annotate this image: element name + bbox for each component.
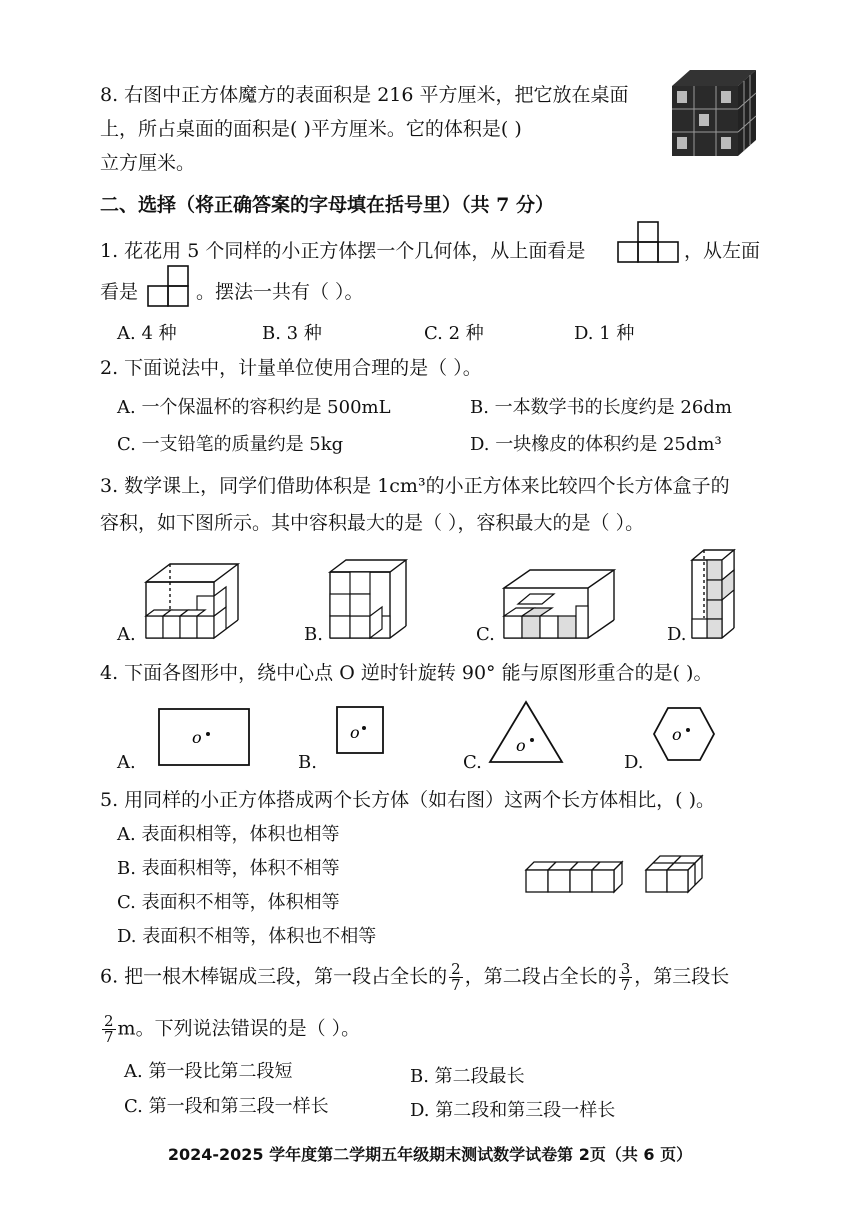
c6-line1c: ，第三段长 (634, 965, 730, 988)
section2-title: 二、选择（将正确答案的字母填在括号里）（共 7 分） (100, 194, 554, 216)
rubik-cube-image (668, 68, 758, 158)
c3-line1: 3. 数学课上，同学们借助体积是 1cm³的小正方体来比较四个长方体盒子的 (100, 475, 730, 497)
c6-line1 (100, 962, 729, 993)
c1-option-c: C. 2 种 (424, 323, 484, 344)
center-label-a: o (192, 728, 202, 747)
box-a-figure (140, 560, 240, 642)
c3-label-a: A. (117, 624, 136, 645)
c6-option-d: D. 第二段和第三段一样长 (410, 1100, 616, 1121)
triangle-figure (488, 700, 564, 764)
box-d-figure (688, 548, 736, 642)
c5-option-c: C. 表面积不相等，体积相等 (117, 892, 340, 913)
box-c-figure (498, 566, 618, 642)
center-label-c: o (516, 736, 526, 755)
c6-line2 (100, 1014, 360, 1045)
c1-line1b: ，从左面 (684, 240, 761, 262)
center-label-b: o (350, 723, 360, 742)
c2-option-c: C. 一支铅笔的质量约是 5kg (117, 434, 344, 455)
box-b-figure (326, 556, 410, 642)
c4-label-d: D. (624, 752, 644, 773)
c6-line2-text: m。下列说法错误的是（ ）。 (117, 1017, 361, 1040)
fraction-2-7-length: $\frac{2}{7}$ (104, 1012, 114, 1046)
c6-line1b: ，第二段占全长的 (464, 965, 617, 988)
c3-label-c: C. (476, 624, 495, 645)
c6-option-b: B. 第二段最长 (410, 1066, 525, 1087)
hexagon-figure (652, 706, 716, 762)
c2-option-d: D. 一块橡皮的体积约是 25dm³ (470, 434, 722, 455)
cuboid-row-figure (524, 860, 626, 894)
q8-line2: 上，所占桌面的面积是( )平方厘米。它的体积是( ) (100, 118, 522, 140)
c1-line1a: 1. 花花用 5 个同样的小正方体摆一个几何体，从上面看是 (100, 240, 586, 262)
c5-stem: 5. 用同样的小正方体搭成两个长方体（如右图）这两个长方体相比，( )。 (100, 789, 716, 811)
fraction-2-7: $\frac{2}{7}$ (451, 960, 461, 994)
c4-label-c: C. (463, 752, 482, 773)
cuboid-block-figure (644, 854, 704, 894)
q8-line3: 立方厘米。 (100, 152, 196, 174)
fraction-3-7: $\frac{3}{7}$ (620, 960, 631, 994)
c6-option-c: C. 第一段和第三段一样长 (124, 1096, 329, 1117)
c2-option-a: A. 一个保温杯的容积约是 500mL (117, 397, 391, 418)
rectangle-figure (158, 708, 250, 766)
c1-option-a: A. 4 种 (117, 323, 177, 344)
c5-option-a: A. 表面积相等，体积也相等 (117, 824, 340, 845)
center-label-d: o (672, 725, 682, 744)
q8-line1: 8. 右图中正方体魔方的表面积是 216 平方厘米，把它放在桌面 (100, 84, 629, 106)
c5-option-b: B. 表面积相等，体积不相等 (117, 858, 340, 879)
c2-stem: 2. 下面说法中，计量单位使用合理的是（ ）。 (100, 357, 482, 379)
page-footer: 2024-2025 学年度第二学期五年级期末测试数学试卷第 2页（共 6 页） (167, 1145, 693, 1164)
c3-label-b: B. (304, 624, 323, 645)
c1-option-d: D. 1 种 (574, 323, 635, 344)
c1-line2a: 看是 (100, 281, 139, 303)
c3-label-d: D. (667, 624, 687, 645)
c1-line2b: 。摆法一共有（ ）。 (196, 281, 364, 303)
square-figure (336, 706, 384, 754)
c5-option-d: D. 表面积不相等，体积也不相等 (117, 926, 377, 947)
c4-label-a: A. (117, 752, 136, 773)
c6-option-a: A. 第一段比第二段短 (124, 1061, 293, 1082)
top-view-figure (616, 220, 680, 264)
c1-option-b: B. 3 种 (262, 323, 322, 344)
c4-label-b: B. (298, 752, 317, 773)
left-view-figure (146, 264, 190, 308)
c2-option-b: B. 一本数学书的长度约是 26dm (470, 397, 732, 418)
c3-line2: 容积，如下图所示。其中容积最大的是（ ），容积最大的是（ ）。 (100, 512, 645, 534)
c6-line1a: 6. 把一根木棒锯成三段，第一段占全长的 (100, 965, 448, 988)
c4-stem: 4. 下面各图形中，绕中心点 O 逆时针旋转 90° 能与原图形重合的是( )。 (100, 662, 713, 684)
